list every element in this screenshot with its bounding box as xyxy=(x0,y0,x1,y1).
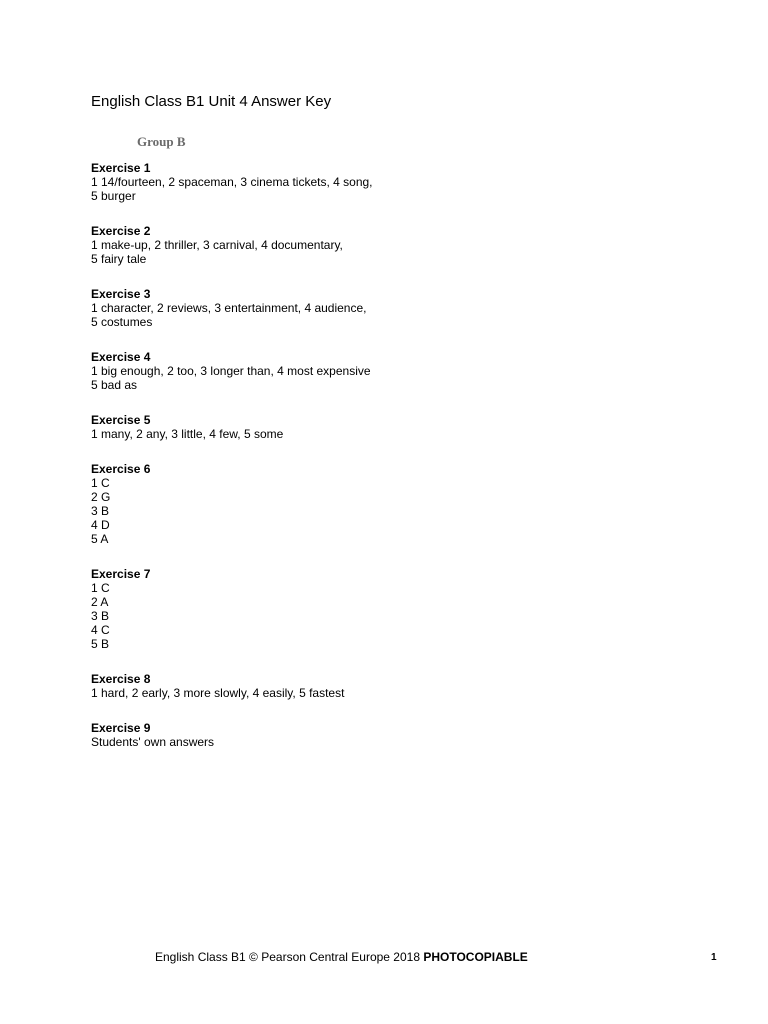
exercise-heading: Exercise 2 xyxy=(91,224,151,238)
exercise-heading: Exercise 4 xyxy=(91,350,151,364)
exercise-answer-line: Students' own answers xyxy=(91,735,215,749)
exercise-heading: Exercise 3 xyxy=(91,287,151,301)
exercise-answer-line: 3 B xyxy=(91,609,110,623)
exercise-heading: Exercise 8 xyxy=(91,672,151,686)
exercise-answer-line: 2 A xyxy=(91,595,109,609)
exercise-answer-line: 4 C xyxy=(91,623,110,637)
exercise-answer-line: 4 D xyxy=(91,518,110,532)
exercise-8 xyxy=(91,672,651,700)
exercise-answer-line: 1 14/fourteen, 2 spaceman, 3 cinema tickets, 4 song, xyxy=(91,175,373,189)
exercise-5 xyxy=(91,413,651,441)
exercise-9 xyxy=(91,721,651,749)
exercise-answer-line: 3 B xyxy=(91,504,110,518)
exercise-answer-line: 1 make-up, 2 thriller, 3 carnival, 4 documentary, xyxy=(91,238,343,252)
exercise-heading: Exercise 1 xyxy=(91,161,151,175)
document-title: English Class B1 Unit 4 Answer Key xyxy=(91,93,332,110)
exercise-answer-line: 1 big enough, 2 too, 3 longer than, 4 most expensive xyxy=(91,364,371,378)
exercise-1 xyxy=(91,161,651,203)
exercise-answer-line: 1 character, 2 reviews, 3 entertainment, 4 audience, xyxy=(91,301,367,315)
exercise-heading: Exercise 7 xyxy=(91,567,151,581)
exercise-answer-line: 1 C xyxy=(91,476,110,490)
exercise-2 xyxy=(91,224,651,266)
exercise-answer-line: 2 G xyxy=(91,490,111,504)
footer-photocopiable: PHOTOCOPIABLE xyxy=(423,950,528,964)
exercise-answer-line: 5 fairy tale xyxy=(91,252,147,266)
exercise-list xyxy=(91,161,651,749)
exercise-7 xyxy=(91,567,651,651)
exercise-answer-line: 5 burger xyxy=(91,189,136,203)
exercise-6 xyxy=(91,462,651,546)
exercise-answer-line: 1 C xyxy=(91,581,110,595)
exercise-answer-line: 5 bad as xyxy=(91,378,138,392)
footer-copyright: English Class B1 © Pearson Central Europe 2018 xyxy=(155,950,424,964)
exercise-3 xyxy=(91,287,651,329)
footer xyxy=(155,950,528,964)
exercise-4 xyxy=(91,350,651,392)
exercise-answer-line: 5 costumes xyxy=(91,315,153,329)
exercise-heading: Exercise 5 xyxy=(91,413,151,427)
exercise-answer-line: 5 A xyxy=(91,532,109,546)
page-number: 1 xyxy=(711,952,717,963)
exercise-answer-line: 5 B xyxy=(91,637,110,651)
exercise-heading: Exercise 6 xyxy=(91,462,151,476)
exercise-heading: Exercise 9 xyxy=(91,721,151,735)
exercise-answer-line: 1 many, 2 any, 3 little, 4 few, 5 some xyxy=(91,427,284,441)
exercise-answer-line: 1 hard, 2 early, 3 more slowly, 4 easily, 5 fastest xyxy=(91,686,345,700)
group-label: Group B xyxy=(137,134,186,149)
